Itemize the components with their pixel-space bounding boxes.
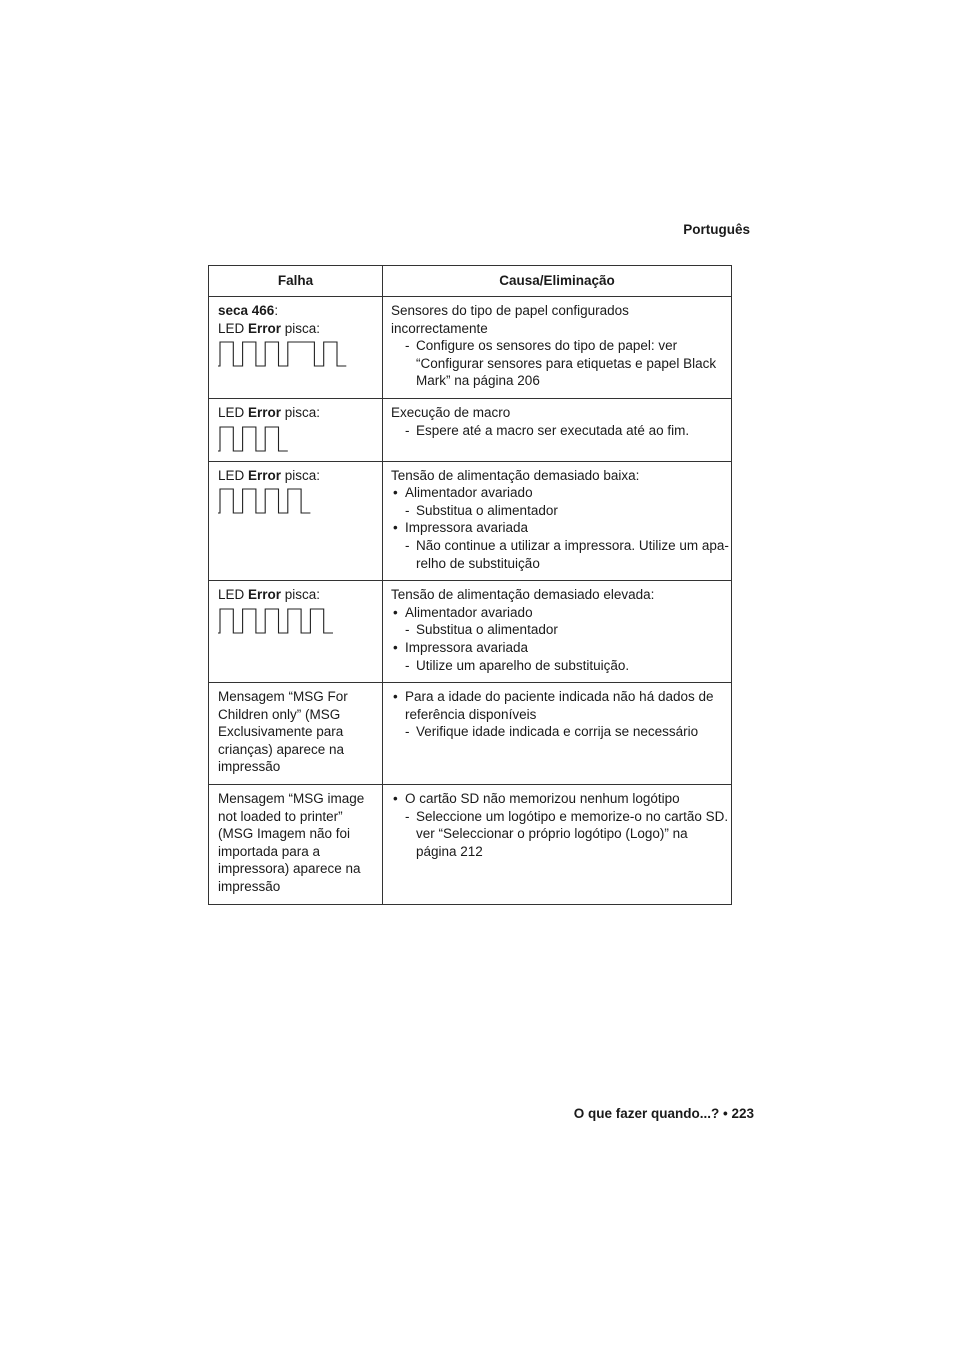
dash-marker: -	[405, 422, 410, 438]
fault-cell	[209, 398, 383, 461]
cause-title: Tensão de alimentação demasiado baixa:	[391, 467, 640, 483]
led-error-label: Error	[248, 404, 282, 420]
cause-cell	[383, 461, 732, 581]
cause-bullet-item	[391, 519, 729, 537]
item-text: Verifique idade indicada e corrija se necessário	[416, 724, 699, 740]
led-line	[218, 404, 378, 422]
dash-marker: -	[405, 338, 410, 354]
table-row	[209, 398, 732, 461]
troubleshooting-table	[208, 265, 732, 905]
model-line	[218, 302, 378, 320]
led-blink-waveform	[218, 342, 346, 366]
cause-title: Sensores do tipo de papel configurados incorrectamente	[391, 303, 629, 336]
remedy-item	[391, 537, 729, 572]
column-header-cause: Causa/Eliminação	[383, 266, 732, 297]
table-row	[209, 785, 732, 905]
item-text: O cartão SD não memorizou nenhum logótipo	[405, 791, 680, 807]
led-suffix: pisca:	[281, 467, 321, 483]
dash-marker: -	[405, 724, 410, 740]
fault-cell	[209, 581, 383, 683]
item-text: Substitua o alimentador	[416, 502, 558, 518]
led-prefix: LED	[218, 467, 249, 483]
table-row	[209, 297, 732, 399]
led-line	[218, 320, 378, 338]
item-text: Configure os sensores do tipo de papel: ver “Configurar sensores para etiquetas e papel Black Mark” na página 206	[416, 338, 717, 389]
fault-cell	[209, 297, 383, 399]
model-name: seca 466	[218, 303, 275, 318]
led-suffix: pisca:	[281, 587, 321, 603]
item-text: Alimentador avariado	[405, 485, 533, 501]
cause-bullet-item	[391, 604, 729, 622]
item-text: Utilize um aparelho de substituição.	[416, 657, 630, 673]
led-blink-pattern-icon	[218, 607, 333, 635]
remedy-item	[391, 808, 729, 861]
item-text: Para a idade do paciente indicada não há dados de referência disponíveis	[405, 689, 714, 722]
table-header-row	[209, 266, 732, 297]
led-line	[218, 467, 378, 485]
fault-text: Mensagem “MSG image not loaded to printer” (MSG Imagem não foi importada para a impressora) aparece na impressão	[218, 791, 365, 895]
fault-cell	[209, 461, 383, 581]
item-text: Impressora avariada	[405, 639, 529, 655]
led-blink-waveform	[218, 427, 288, 451]
cause-cell	[383, 297, 732, 399]
remedy-item	[391, 723, 729, 741]
remedy-item	[391, 502, 729, 520]
item-text: Não continue a utilizar a impressora. Utilize um apa-relho de substituição	[416, 537, 729, 571]
column-header-fault: Falha	[209, 266, 383, 297]
table-row	[209, 461, 732, 581]
cause-bullet-item	[391, 688, 729, 723]
table-row	[209, 683, 732, 785]
cause-bullet-item	[391, 790, 729, 808]
bullet-marker: •	[393, 639, 398, 655]
led-prefix: LED	[218, 404, 249, 420]
item-text: Espere até a macro ser executada até ao fim.	[416, 422, 690, 438]
bullet-marker: •	[393, 485, 398, 501]
fault-cell	[209, 683, 383, 785]
item-text: Seleccione um logótipo e memorize-o no cartão SD. ver “Seleccionar o próprio logótipo (Logo)” na página 212	[416, 808, 729, 859]
remedy-item	[391, 657, 729, 675]
led-suffix: pisca:	[281, 404, 321, 420]
led-blink-waveform	[218, 609, 333, 633]
led-blink-pattern-icon	[218, 340, 347, 368]
led-error-label: Error	[248, 320, 282, 336]
cause-bullet-item	[391, 484, 729, 502]
led-line	[218, 586, 378, 604]
cause-cell	[383, 683, 732, 785]
led-blink-pattern-icon	[218, 425, 288, 453]
remedy-item	[391, 621, 729, 639]
cause-bullet-item	[391, 639, 729, 657]
dash-marker: -	[405, 622, 410, 638]
language-label: Português	[683, 222, 750, 237]
led-error-label: Error	[248, 587, 282, 603]
cause-cell	[383, 581, 732, 683]
item-text: Impressora avariada	[405, 520, 529, 536]
remedy-item	[391, 337, 729, 390]
led-prefix: LED	[218, 587, 249, 603]
cause-title: Execução de macro	[391, 404, 511, 420]
cause-cell	[383, 785, 732, 905]
item-text: Substitua o alimentador	[416, 622, 558, 638]
cause-cell	[383, 398, 732, 461]
dash-marker: -	[405, 537, 410, 553]
bullet-marker: •	[393, 689, 398, 705]
dash-marker: -	[405, 502, 410, 518]
model-suffix: :	[274, 303, 279, 318]
bullet-marker: •	[393, 791, 398, 807]
led-blink-waveform	[218, 489, 310, 513]
page-footer: O que fazer quando...? • 223	[573, 1106, 754, 1121]
table-row	[209, 581, 732, 683]
bullet-marker: •	[393, 520, 398, 536]
item-text: Alimentador avariado	[405, 604, 533, 620]
fault-text: Mensagem “MSG For Children only” (MSG Exclusivamente para crianças) aparece na impressão	[218, 689, 348, 775]
remedy-item	[391, 422, 729, 440]
led-blink-pattern-icon	[218, 487, 311, 515]
table-body	[209, 297, 732, 905]
led-suffix: pisca:	[281, 320, 321, 336]
fault-cell	[209, 785, 383, 905]
dash-marker: -	[405, 657, 410, 673]
cause-title: Tensão de alimentação demasiado elevada:	[391, 587, 655, 603]
led-error-label: Error	[248, 467, 282, 483]
dash-marker: -	[405, 808, 410, 824]
led-prefix: LED	[218, 320, 249, 336]
bullet-marker: •	[393, 604, 398, 620]
